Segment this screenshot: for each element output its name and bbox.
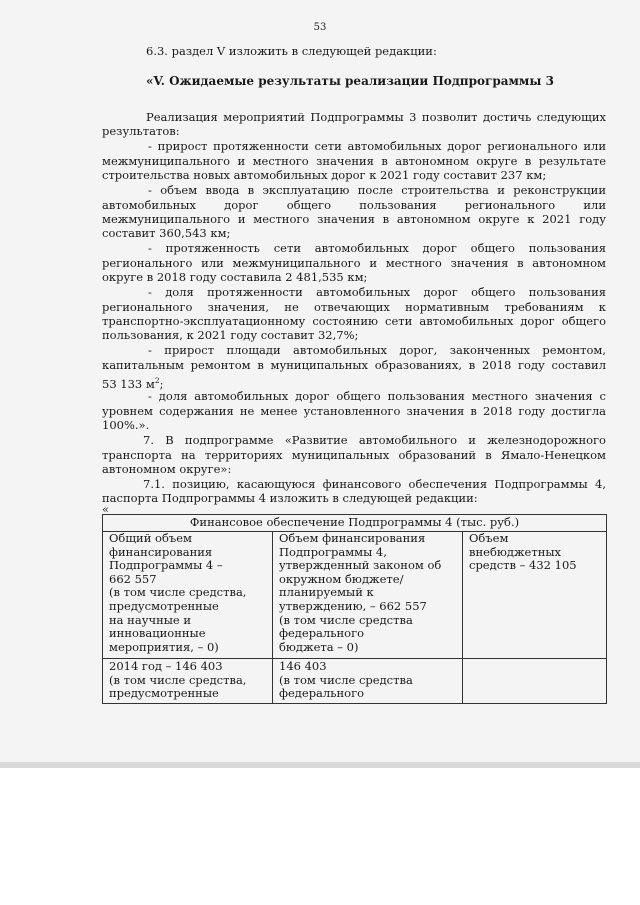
body-line: уровнем содержания не менее установленного значения в 2018 году достигла — [102, 404, 606, 418]
body-line: - доля автомобильных дорог общего пользования местного значения с — [148, 389, 606, 403]
body-line: 7.1. позицию, касающуюся финансового обеспечения Подпрограммы 4, — [143, 477, 606, 491]
cell-line: планируемый к — [279, 585, 374, 600]
body-line: автомобильных дорог общего пользования регионального или — [102, 198, 606, 212]
table-divider — [272, 531, 273, 703]
body-line: 100%.». — [102, 418, 150, 432]
table-cell-total — [109, 532, 246, 654]
cell-line: инновационные — [109, 626, 206, 641]
body-line: межмуниципального и местного значения в автономном округе в результате — [102, 154, 606, 168]
cell-line: (в том числе средства, — [109, 672, 247, 687]
cell-line: Подпрограммы 4 – — [109, 558, 223, 573]
superscript-tail: ; — [159, 376, 164, 391]
cell-line: утверждению, – 662 557 — [279, 598, 427, 613]
cell-line: предусмотренные — [109, 686, 219, 701]
open-quote: « — [102, 502, 110, 516]
table-cell-budget — [279, 532, 441, 654]
cell-line: федерального — [279, 626, 365, 641]
body-line: Реализация мероприятий Подпрограммы 3 позволит достичь следующих — [146, 110, 606, 124]
body-line: капитальным ремонтом в муниципальных образованиях, в 2018 году составил — [102, 358, 606, 372]
table-cell-2014-total — [109, 660, 246, 701]
body-line: регионального или межмуниципального и местного значения в автономном — [102, 256, 606, 270]
cell-line: 662 557 — [109, 571, 157, 586]
cell-line: 146 403 — [279, 659, 327, 673]
body-line: - протяженность сети автомобильных дорог общего пользования — [148, 241, 606, 255]
table-title: Финансовое обеспечение Подпрограммы 4 (тыс. руб.) — [103, 515, 606, 532]
body-line: составит 360,543 км; — [102, 226, 231, 240]
cell-line: бюджета – 0) — [279, 639, 359, 654]
body-line: транспортно-эксплуатационному состоянию сети автомобильных дорог общего — [102, 314, 606, 328]
body-line: - прирост протяженности сети автомобильных дорог регионального или — [148, 139, 606, 153]
cell-line: Объем финансирования — [279, 531, 426, 545]
cell-line: финансирования — [109, 544, 213, 559]
cell-line: (в том числе средства, — [109, 585, 247, 600]
table-divider — [462, 531, 463, 703]
table-cell-2014-budget — [279, 660, 413, 701]
cell-line: Объем — [469, 531, 509, 545]
cell-line: утвержденный законом об — [279, 558, 442, 573]
area-value: 53 133 м — [102, 376, 155, 391]
cell-line: федерального — [279, 686, 365, 701]
page-bottom-shadow — [0, 762, 640, 768]
intro-line: 6.3. раздел V изложить в следующей редакции: — [146, 44, 437, 58]
body-line: регионального значения, не отвечающих нормативным требованиям к — [102, 300, 606, 314]
body-line: строительства новых автомобильных дорог к 2021 году составит 237 км; — [102, 168, 547, 182]
body-line: пользования, к 2021 году составит 32,7%; — [102, 328, 359, 342]
cell-line: на научные и — [109, 612, 192, 627]
body-line: результатов: — [102, 124, 180, 138]
body-line: - прирост площади автомобильных дорог, законченных ремонтом, — [148, 343, 606, 357]
cell-line: средств – 432 105 — [469, 558, 577, 573]
table-cell-extrabudget — [469, 532, 577, 573]
page-number: 53 — [313, 22, 327, 33]
body-line: - доля протяженности автомобильных дорог общего пользования — [148, 285, 606, 299]
body-line: - объем ввода в эксплуатацию после строительства и реконструкции — [148, 183, 606, 197]
cell-line: (в том числе средства — [279, 672, 413, 687]
body-line: автономном округе»: — [102, 462, 232, 476]
cell-line: (в том числе средства — [279, 612, 413, 627]
superscript: 2 — [154, 376, 160, 385]
cell-line: окружном бюджете/ — [279, 571, 404, 586]
section-heading: «V. Ожидаемые результаты реализации Подпрограммы 3 — [146, 74, 554, 88]
cell-line: Общий объем — [109, 531, 192, 545]
body-line: паспорта Подпрограммы 4 изложить в следующей редакции: — [102, 491, 478, 505]
body-line: межмуниципального и местного значения в автономном округе к 2021 году — [102, 212, 606, 226]
body-line: округе в 2018 году составила 2 481,535 км; — [102, 270, 368, 284]
cell-line: 2014 год – 146 403 — [109, 659, 223, 673]
body-line: транспорта на территориях муниципальных образований в Ямало-Ненецком — [102, 448, 606, 462]
cell-line: мероприятия, – 0) — [109, 639, 219, 654]
cell-line: Подпрограммы 4, — [279, 544, 387, 559]
body-line: 7. В подпрограмме «Развитие автомобильного и железнодорожного — [143, 433, 606, 447]
cell-line: предусмотренные — [109, 598, 219, 613]
financing-table — [102, 514, 607, 704]
cell-line: внебюджетных — [469, 544, 562, 559]
